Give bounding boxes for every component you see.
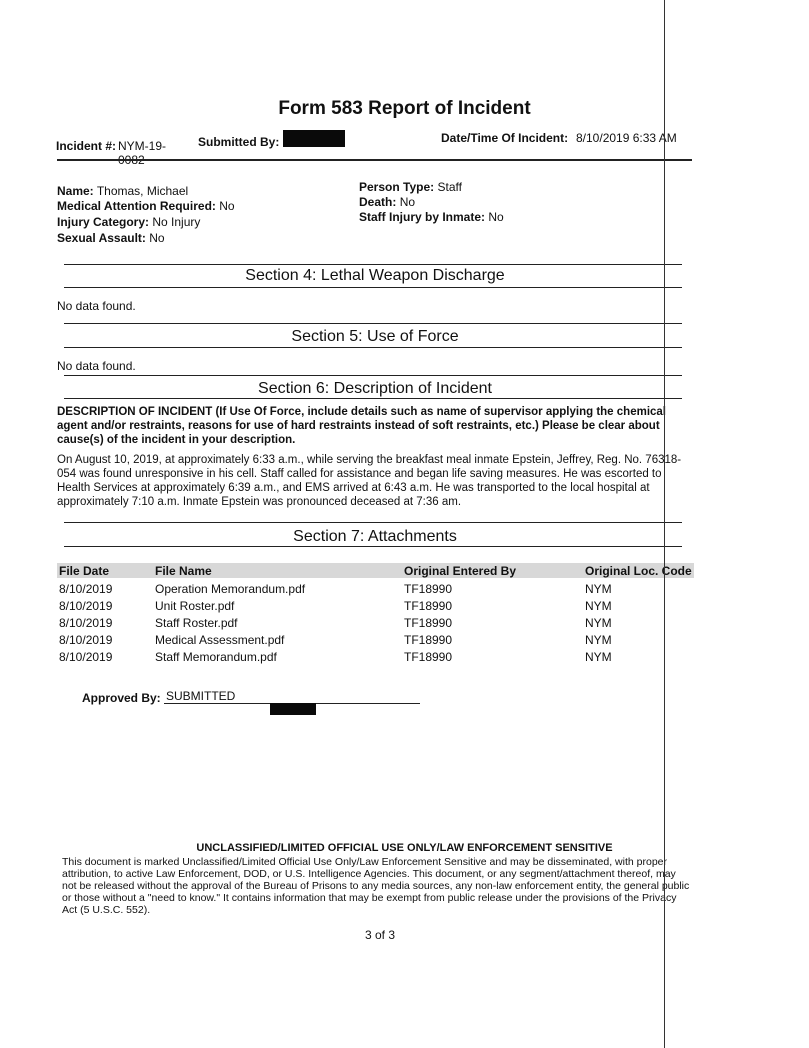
death-label: Death: (359, 195, 397, 209)
table-row (57, 599, 694, 616)
scan-line (664, 0, 665, 1048)
file-date-cell: 8/10/2019 (59, 599, 113, 613)
redaction-approver (270, 703, 316, 715)
attachments-header-row (57, 564, 694, 581)
file-date-cell: 8/10/2019 (59, 650, 113, 664)
section6-heading: Section 6: Description of Incident (258, 380, 492, 397)
section5-heading: Section 5: Use of Force (291, 328, 459, 345)
person-type-field (359, 180, 462, 194)
incident-number-label: Incident #: (56, 139, 117, 153)
staff-injury-value: No (488, 210, 504, 224)
entered-by-cell: TF18990 (404, 616, 453, 630)
name-field (57, 184, 188, 198)
person-type-label: Person Type: (359, 180, 435, 194)
section7-heading: Section 7: Attachments (293, 528, 457, 545)
incident-number-value-line2: 0082 (118, 153, 145, 167)
medical-attention-label: Medical Attention Required: (57, 199, 216, 213)
injury-category-field (57, 215, 200, 229)
column-loc-code: Original Loc. Code (585, 564, 692, 578)
section4-rule-bottom (64, 287, 682, 288)
section5-body: No data found. (57, 359, 136, 373)
datetime-value: 8/10/2019 6:33 AM (576, 131, 677, 145)
datetime-label: Date/Time Of Incident: (441, 131, 569, 145)
death-value: No (399, 195, 416, 209)
page-title: Form 583 Report of Incident (278, 98, 531, 119)
medical-attention-value: No (219, 199, 235, 213)
column-entered-by: Original Entered By (404, 564, 517, 578)
sexual-assault-value: No (149, 231, 165, 245)
file-name-cell[interactable]: Operation Memorandum.pdf (155, 582, 306, 596)
incident-number-value-line1: NYM-19- (118, 139, 167, 153)
column-file-name: File Name (155, 564, 212, 578)
file-name-cell[interactable]: Unit Roster.pdf (155, 599, 235, 613)
name-value: Thomas, Michael (96, 184, 189, 198)
section4-body: No data found. (57, 299, 136, 313)
file-date-cell: 8/10/2019 (59, 582, 113, 596)
table-row (57, 650, 694, 667)
death-field (359, 195, 415, 209)
staff-injury-label: Staff Injury by Inmate: (359, 210, 486, 224)
file-date-cell: 8/10/2019 (59, 616, 113, 630)
table-row (57, 616, 694, 633)
file-name-cell[interactable]: Staff Memorandum.pdf (155, 650, 277, 664)
injury-category-value: No Injury (152, 215, 201, 229)
approved-by-label: Approved By: (82, 691, 161, 705)
classification-banner: UNCLASSIFIED/LIMITED OFFICIAL USE ONLY/LAW ENFORCEMENT SENSITIVE (196, 842, 613, 854)
page-number: 3 of 3 (364, 928, 396, 942)
redaction-submitted-by (283, 130, 345, 147)
file-date-cell: 8/10/2019 (59, 633, 113, 647)
submitted-by-label: Submitted By: (198, 135, 280, 149)
entered-by-cell: TF18990 (404, 633, 453, 647)
section7-rule-top (64, 522, 682, 523)
loc-code-cell: NYM (585, 650, 612, 664)
file-name-cell[interactable]: Staff Roster.pdf (155, 616, 238, 630)
approved-by-value: SUBMITTED (166, 689, 236, 703)
staff-injury-field (359, 210, 504, 224)
section6-rule-bottom (64, 398, 682, 399)
sexual-assault-field (57, 231, 165, 245)
table-row (57, 633, 694, 650)
table-row (57, 582, 694, 599)
sexual-assault-label: Sexual Assault: (57, 231, 146, 245)
loc-code-cell: NYM (585, 599, 612, 613)
loc-code-cell: NYM (585, 616, 612, 630)
loc-code-cell: NYM (585, 633, 612, 647)
section5-rule-top (64, 323, 682, 324)
section7-rule-bottom (64, 546, 682, 547)
description-prompt: DESCRIPTION OF INCIDENT (If Use Of Force, include details such as name of supervisor applying the chemical agent and/or restraints, reasons for use of hard restraints instead of soft restraints, etc.) Please be clear about cause(s) of the incident in your description. (57, 406, 666, 446)
incident-narrative: On August 10, 2019, at approximately 6:33 a.m., while serving the breakfast meal inmate Epstein, Jeffrey, Reg. No. 76318-054 was found unresponsive in his cell. Staff called for assistance and began life saving measures. He was escorted to Health Services at approximately 6:39 a.m., and EMS arrived at 6:43 a.m. He was transported to the local hospital at approximately 7:10 a.m. Inmate Epstein was pronounced deceased at 7:36 am. (57, 454, 682, 508)
classification-notice: This document is marked Unclassified/Limited Official Use Only/Law Enforcement Sensitive and may be disseminated, with proper attribution, to active Law Enforcement, DOD, or U.S. Intelligence Agencies. This document, or any segment/attachment thereof, may not be released without the approval of the Bureau of Prisons to any media sources, any non-law enforcement entity, the general public or those without a "need to know." It contains information that may be exempt from public release under the provisions of the Privacy Act (5 U.S.C. 552). (62, 856, 690, 916)
section4-heading: Section 4: Lethal Weapon Discharge (245, 267, 505, 284)
injury-category-label: Injury Category: (57, 215, 150, 229)
header-divider (57, 159, 692, 161)
entered-by-cell: TF18990 (404, 599, 453, 613)
entered-by-cell: TF18990 (404, 650, 453, 664)
entered-by-cell: TF18990 (404, 582, 453, 596)
column-file-date: File Date (59, 564, 110, 578)
loc-code-cell: NYM (585, 582, 612, 596)
medical-attention-field (57, 199, 235, 213)
section5-rule-bottom (64, 347, 682, 348)
person-type-value: Staff (437, 180, 462, 194)
file-name-cell[interactable]: Medical Assessment.pdf (155, 633, 285, 647)
section4-rule-top (64, 264, 682, 265)
name-label: Name: (57, 184, 94, 198)
section6-rule-top (64, 375, 682, 376)
